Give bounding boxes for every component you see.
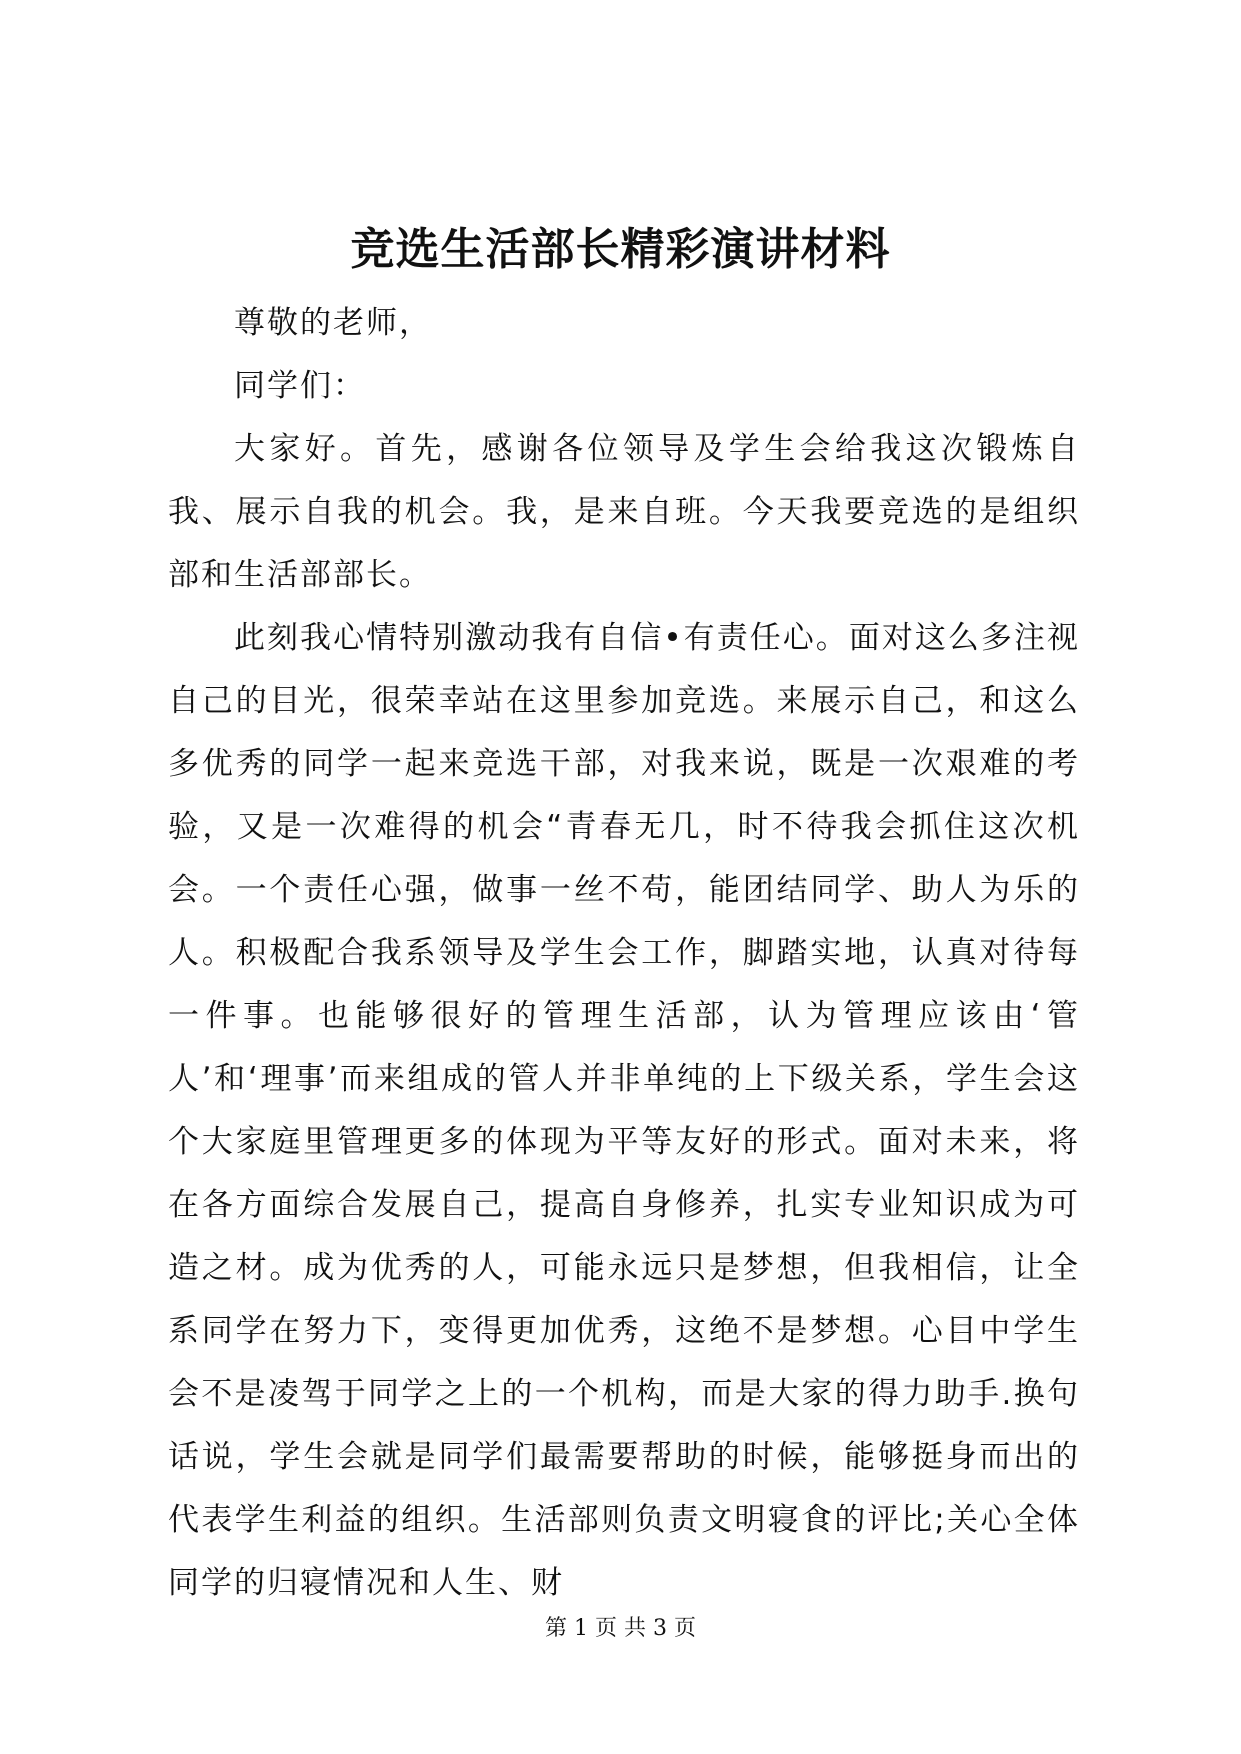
paragraph-greeting: 大家好。首先，感谢各位领导及学生会给我这次锻炼自我、展示自我的机会。我，是来自班。今天我要竞选的是组织部和生活部部长。 (168, 431, 1080, 593)
salutation-teachers: 尊敬的老师， (234, 305, 432, 341)
page-footer: 第 1 页 共 3 页 (545, 1616, 696, 1641)
document-body (168, 292, 1080, 1615)
salutation-classmates: 同学们： (234, 368, 366, 404)
document-title: 竞选生活部长精彩演讲材料 (350, 224, 891, 275)
paragraph-main: 此刻我心情特别激动我有自信•有责任心。面对这么多注视自己的目光，很荣幸站在这里参加竞选。来展示自己，和这么多优秀的同学一起来竞选干部，对我来说，既是一次艰难的考验，又是一次难得的机会“青春无几，时不待我会抓住这次机会。一个责任心强，做事一丝不苟，能团结同学、助人为乐的人。积极配合我系领导及学生会工作，脚踏实地，认真对待每一件事。也能够很好的管理生活部，认为管理应该由‘管人’和‘理事’而来组成的管人并非单纯的上下级关系，学生会这个大家庭里管理更多的体现为平等友好的形式。面对未来，将在各方面综合发展自己，提高自身修养，扎实专业知识成为可造之材。成为优秀的人，可能永远只是梦想，但我相信，让全系同学在努力下，变得更加优秀，这绝不是梦想。心目中学生会不是凌驾于同学之上的一个机构，而是大家的得力助手.换句话说，学生会就是同学们最需要帮助的时候，能够挺身而出的代表学生利益的组织。生活部则负责文明寝食的评比;关心全体同学的归寝情况和人生、财 (168, 620, 1080, 1601)
